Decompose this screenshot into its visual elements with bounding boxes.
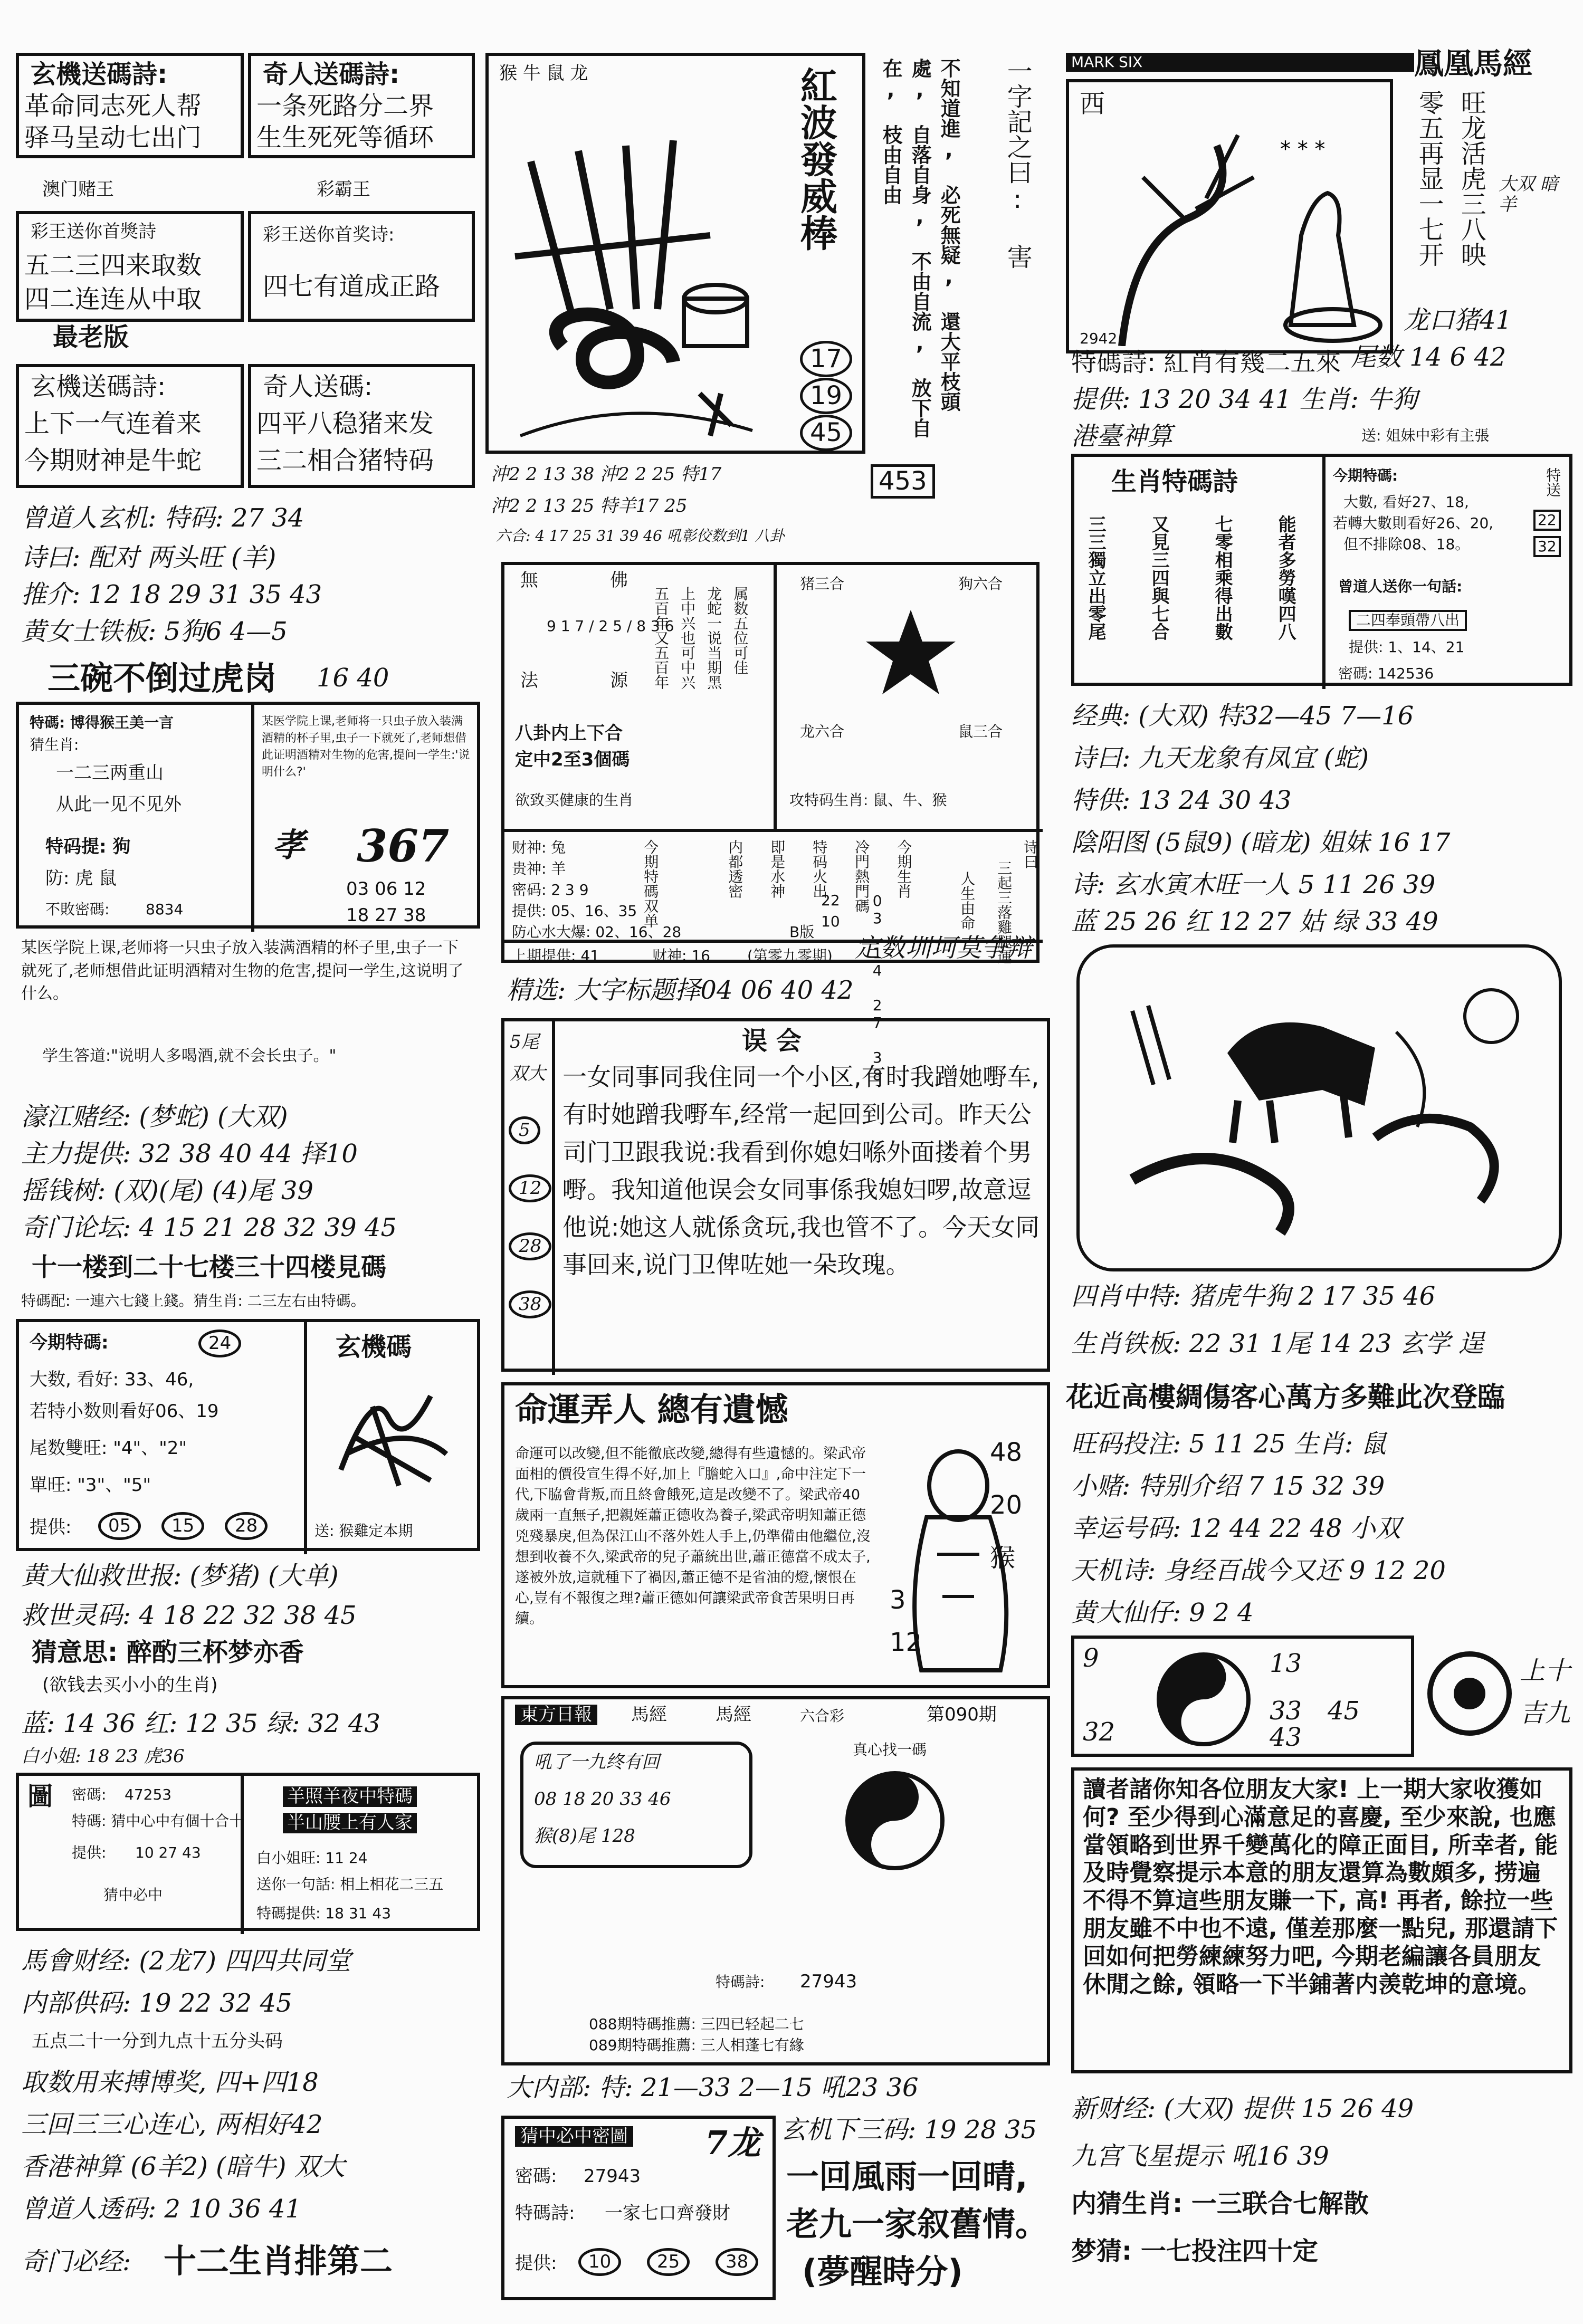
chart-bagua: 八卦内上下合 xyxy=(515,723,623,744)
chart-buy: 欲致买健康的生肖 xyxy=(515,791,634,809)
handwritten-line: 诗曰: 九天龙象有凤宜 (蛇) xyxy=(1071,743,1369,773)
vertical-poem: 不知道進, 必死無疑, 還大平枝頭處, 自落自身, 不由自流, 放下自在, 枝由自由 xyxy=(879,58,961,438)
grid-n10: 10 xyxy=(821,913,840,930)
fate-num: 48 xyxy=(990,1438,1023,1467)
riddle-guess: 猜生肖: xyxy=(30,736,79,753)
right-up: 上十 xyxy=(1520,1656,1571,1686)
handwritten-line: 沖2 2 13 25 特羊17 25 xyxy=(491,495,688,517)
handwritten-line: 蓝: 14 36 红: 12 35 绿: 32 43 xyxy=(21,1709,381,1738)
chart-col: 上中兴也可中兴 xyxy=(679,586,697,690)
notice-box xyxy=(1071,1767,1572,2073)
story-side: 双大 xyxy=(510,1063,546,1084)
mima-note: 特碼: 猜中心中有個十合十 xyxy=(72,1812,244,1830)
shengxiao-song-num: 22 xyxy=(1533,510,1561,531)
handwritten-line: 奇门论坛: 4 15 21 28 32 39 45 xyxy=(21,1213,397,1242)
triangle-num: 453 xyxy=(871,464,935,499)
handwritten-line: 濠江赌经: (梦蛇) (大双) xyxy=(21,1102,288,1132)
handwritten-line: 香港神算 (6羊2) (暗牛) 双大 xyxy=(21,2152,345,2182)
grid-cell: 今期特碼双单 xyxy=(642,839,660,928)
handwritten-line: 救世灵码: 4 18 22 32 38 45 xyxy=(21,1601,357,1630)
chart-dragon: 龙六合 xyxy=(800,723,845,740)
riddle-nums: 18 27 38 xyxy=(346,905,426,926)
yin-num: 33 xyxy=(1270,1696,1302,1726)
mima-provide: 提供: xyxy=(72,1844,107,1861)
dog-tree-image xyxy=(1080,114,1386,346)
tema-provide-circle: 15 xyxy=(161,1512,204,1540)
poem-line: 四平八稳猪来发 xyxy=(256,409,434,438)
handwritten-line: 四肖中特: 猪虎牛狗 2 17 35 46 xyxy=(1071,1281,1436,1311)
grid-poem2: 人生由命 xyxy=(958,871,976,930)
handwritten-line: 诗: 玄水寅木旺一人 5 11 26 39 xyxy=(1071,870,1436,900)
shengxiao-line: 但不排除08、18。 xyxy=(1343,535,1470,553)
handwritten-line: 曾道人透码: 2 10 36 41 xyxy=(21,2194,301,2224)
mima-send: 送你一句話: 相上相花二三五 xyxy=(256,1876,444,1893)
fate-num: 12 xyxy=(890,1628,922,1657)
handwritten-line: 天机诗: 身经百战今又还 9 12 20 xyxy=(1071,1556,1446,1585)
shengxiao-title: 生肖特碼詩 xyxy=(1111,467,1238,496)
handwritten-line: 小赌: 特别介绍 7 15 32 39 xyxy=(1071,1471,1385,1501)
handwritten-line: 黄大仙救世报: (梦猪) (大单) xyxy=(21,1561,339,1591)
paper-name: 東方日報 xyxy=(515,1705,597,1725)
riddle-line: 从此一见不见外 xyxy=(56,794,182,815)
shengxiao-provide: 提供: 1、14、21 xyxy=(1349,638,1465,656)
grid-n22: 22 xyxy=(821,892,840,909)
chart-fo: 佛 xyxy=(610,570,628,591)
handwritten-line: 幸运号码: 12 44 22 48 小双 xyxy=(1071,1514,1401,1543)
poem-box-caiwang xyxy=(16,211,244,322)
chart-nums: 9 1 7 / 2 5 / 8 3 6 xyxy=(547,617,674,635)
handwritten-line: 蓝 25 26 红 12 27 姑 绿 33 49 xyxy=(1071,907,1438,936)
motto-line: 老九一家叙舊情。 xyxy=(786,2205,1048,2243)
right-title: 鳳凰馬經 xyxy=(1414,47,1532,81)
handwritten-line: 曾道人玄机: 特码: 27 34 xyxy=(21,503,304,533)
poem-title: 彩王送你首奖诗: xyxy=(263,224,395,245)
tema-line: 單旺: "3"、"5" xyxy=(30,1475,151,1496)
title-vertical: 紅波發威棒 xyxy=(794,66,838,251)
title-circle: 17 xyxy=(800,341,852,377)
poem-box-xuanji xyxy=(16,53,244,158)
chart-col: 属数五位可佳 xyxy=(731,586,749,675)
guess-pw-label: 密碼: xyxy=(515,2166,557,2187)
mima-box xyxy=(16,1773,480,1931)
label-oldest: 最老版 xyxy=(53,322,129,352)
mima-provide-nums: 10 27 43 xyxy=(135,1844,201,1861)
story-side: 5尾 xyxy=(510,1031,539,1053)
chart-rat: 鼠三合 xyxy=(958,723,1003,740)
handwritten-line: 主力提供: 32 38 40 44 择10 xyxy=(21,1139,358,1169)
shengxiao-col: 又見三四與七合 xyxy=(1148,515,1170,640)
right-ji: 吉九 xyxy=(1520,1698,1571,1728)
handwritten-line: 黄女士铁板: 5狗6 4—5 xyxy=(21,617,288,646)
shengxiao-box xyxy=(1071,454,1572,686)
shengxiao-song: 特送 xyxy=(1544,467,1562,497)
poem-title: 奇人送碼詩: xyxy=(263,60,400,89)
xuanji-title: 玄機碼 xyxy=(336,1332,412,1362)
label-macau: 澳门赌王 xyxy=(42,179,114,200)
right-poem-col: 旺龙活虎三八映 xyxy=(1456,90,1486,267)
guess-title: 猜意思: 醉酌三杯梦亦香 xyxy=(32,1638,304,1667)
handwritten-line: 尾数 14 6 42 xyxy=(1351,342,1506,372)
poem-title: 彩王送你首獎詩 xyxy=(31,221,156,242)
handwritten-line: 馬會财经: (2龙7) 四四共同堂 xyxy=(21,1946,351,1976)
handwritten-line: 三回三三心连心, 两相好42 xyxy=(21,2110,323,2139)
handwritten-line: 经典: (大双) 特32—45 7—16 xyxy=(1071,701,1414,731)
grid-provide: 提供: 05、16、35 xyxy=(512,902,637,920)
handwritten-367: 367 xyxy=(357,820,450,872)
xi-label: 西 xyxy=(1080,89,1105,119)
story-circle: 38 xyxy=(509,1290,551,1318)
chart-zhong: 定中2至3個碼 xyxy=(515,749,630,770)
handwritten-line: 猴(8)尾 128 xyxy=(534,1825,635,1847)
fate-num: 20 xyxy=(990,1490,1023,1520)
handwritten-line: 五点二十一分到九点十五分头码 xyxy=(32,2031,283,2052)
tema-circle: 24 xyxy=(198,1330,241,1357)
yinyang-icon xyxy=(1153,1649,1259,1749)
tema-title: 今期特碼: xyxy=(30,1332,109,1353)
story-text: 某医学院上课,老师将一只虫子放入装满酒精的杯子里,虫子一下就死了,老师想借此证明酒精对生物的危害,提问一学生,这说明了什么。 xyxy=(21,939,464,1003)
shengxiao-col: 能者多勞嘆四八 xyxy=(1275,515,1296,640)
grid-cell: 即是水神 xyxy=(768,839,786,898)
poem-title: 玄機送碼詩: xyxy=(31,60,168,89)
poem-box-caiwang-2 xyxy=(248,211,475,322)
tema-line: 若特小数则看好06、19 xyxy=(30,1401,219,1422)
handwritten-line: 沖2 2 13 38 沖2 2 25 特17 xyxy=(491,464,722,485)
shengxiao-line: 若轉大數則看好26、20, xyxy=(1333,514,1494,532)
story-answer: 学生答道:"说明人多喝酒,就不会长虫子。" xyxy=(42,1047,337,1065)
poem-line: 生生死死等循环 xyxy=(256,123,434,152)
handwritten-line: 吼了一九终有回 xyxy=(534,1752,660,1773)
yin-num: 45 xyxy=(1328,1696,1360,1726)
poem-title: 奇人送碼: xyxy=(263,372,373,401)
guess-provide: 提供: xyxy=(515,2253,557,2274)
poem-line: 四七有道成正路 xyxy=(263,272,441,301)
guess-box-title: 猜中必中密圖 xyxy=(515,2126,633,2147)
chart-dog: 狗六合 xyxy=(958,575,1003,592)
chart-pig: 猪三合 xyxy=(800,575,845,592)
riddle-tema: 特码提: 狗 xyxy=(45,836,131,857)
yinyang-box xyxy=(1071,1636,1414,1757)
handwritten-line: 诗曰: 配对 两头旺 (羊) xyxy=(21,543,276,572)
grid-foot: (第零九零期) xyxy=(747,947,833,964)
star-icon xyxy=(863,607,958,697)
fate-num: 3 xyxy=(890,1585,906,1615)
grid-bver: B版 xyxy=(789,923,815,941)
poem-line: 三二相合猪特码 xyxy=(256,446,434,475)
tema-line: 尾数雙旺: "4"、"2" xyxy=(30,1438,187,1459)
tema-line: 大数, 看好: 33、46, xyxy=(30,1369,194,1390)
shengxiao-col: 七零相乘得出數 xyxy=(1212,515,1233,640)
handwritten-line: 陰阳图 (5鼠9) (暗龙) 姐妹 16 17 xyxy=(1071,828,1451,857)
tema-provide: 提供: xyxy=(30,1517,72,1538)
story-circle: 5 xyxy=(509,1116,540,1144)
poem-title: 玄機送碼詩: xyxy=(31,372,166,401)
poem-line: 今期财神是牛蛇 xyxy=(24,446,202,475)
guess-pw: 27943 xyxy=(584,2166,641,2187)
story-title: 误 会 xyxy=(742,1026,802,1056)
paper-jing2: 馬經 xyxy=(716,1704,751,1725)
paper-tel-label: 特碼詩: xyxy=(716,1973,765,1991)
yin-num: 13 xyxy=(1270,1649,1302,1678)
paper-jing: 馬經 xyxy=(631,1704,667,1725)
headline-bowl: 三碗不倒过虎岗 xyxy=(47,659,277,697)
guess-provide-circle: 10 xyxy=(578,2248,621,2276)
paper-bottom: 089期特碼推薦: 三人相蓬七有緣 xyxy=(589,2036,804,2054)
handwritten-mark: 7龙 xyxy=(705,2124,761,2162)
mima-tail: 猜中必中 xyxy=(103,1886,163,1904)
chart-yuan: 源 xyxy=(610,670,628,691)
handwritten-mark: 孝 xyxy=(272,826,306,864)
handwritten-line: 摇钱树: (双)(尾) (4)尾 39 xyxy=(21,1176,313,1206)
handwritten-line: 生肖铁板: 22 31 1尾 14 23 玄学 逞 xyxy=(1071,1329,1484,1359)
handwritten-line: 取数用来搏博奖, 四+四18 xyxy=(21,2068,319,2097)
scribble-glyph xyxy=(325,1375,462,1496)
poem-line: 五二三四来取数 xyxy=(24,251,202,280)
story-box xyxy=(501,1018,1050,1372)
chart-fa: 法 xyxy=(520,670,538,691)
guess-box xyxy=(501,2116,776,2300)
mima-pw: 47253 xyxy=(125,1786,172,1803)
coin-image xyxy=(1425,1636,1514,1746)
title-circle: 45 xyxy=(800,415,852,451)
grid-poem: 三起三落雞腿運 xyxy=(995,860,1013,964)
motto-line: 一回風雨一回晴, xyxy=(786,2157,1028,2196)
tema-box xyxy=(16,1319,480,1551)
headline-building: 十一楼到二十七楼三十四楼見碼 xyxy=(32,1252,387,1282)
yin-num: 9 xyxy=(1083,1643,1099,1673)
story-circle: 12 xyxy=(509,1174,551,1202)
grid-cell: 冷門熱門碼 xyxy=(853,839,871,913)
shengxiao-quote-title: 曾道人送你一句話: xyxy=(1338,578,1463,595)
poem-box-qiren-2 xyxy=(248,364,475,488)
grid-cell: 今期生肖 xyxy=(895,839,913,898)
right-poem-col: 零五再显一七开 xyxy=(1414,90,1444,267)
guess-poem: 一家七口齊發財 xyxy=(605,2203,730,2224)
riddle-hu: 防: 虎 鼠 xyxy=(45,868,117,889)
shengxiao-col: 三三獨立出零尾 xyxy=(1085,515,1107,640)
mark-six-banner: MARK SIX xyxy=(1066,53,1414,72)
svg-text:* * *: * * * xyxy=(1280,137,1325,161)
tema-provide-circle: 28 xyxy=(225,1512,268,1540)
label-caiba: 彩霸王 xyxy=(317,179,370,200)
motto-line: (夢醒時分) xyxy=(802,2252,963,2291)
title-circle: 19 xyxy=(800,378,852,414)
handwritten-line: 旺码投注: 5 11 25 生肖: 鼠 xyxy=(1071,1429,1387,1459)
riddle-box xyxy=(16,702,480,929)
riddle-line: 一二三两重山 xyxy=(56,762,164,783)
grid-cell: 内都透密 xyxy=(726,839,744,898)
paper-bottom: 088期特碼推薦: 三四已轻起二七 xyxy=(589,2015,804,2033)
guess-provide-circle: 25 xyxy=(647,2248,690,2276)
grid-caishen: 财神: 兔 xyxy=(512,839,566,856)
mima-white: 白小姐旺: 11 24 xyxy=(256,1849,368,1867)
poem-line: 四二连连从中取 xyxy=(24,284,202,314)
fate-num: 猴 xyxy=(990,1543,1016,1573)
mima-ad: 半山腰上有人家 xyxy=(283,1813,417,1833)
fate-box xyxy=(501,1382,1050,1688)
shen-note: 送: 姐妹中彩有主張 xyxy=(1361,427,1490,444)
poem-box-xuanji-2 xyxy=(16,364,244,488)
riddle-story: 某医学院上课,老师将一只虫子放入装满酒精的杯子里,虫子一下就死了,老师想借此证明酒精对生物的危害,提问一学生:'说明什么?' xyxy=(262,715,470,779)
handwritten-line: 龙口猪41 xyxy=(1404,305,1512,335)
handwritten-line: 08 18 20 33 46 xyxy=(534,1789,671,1810)
grid-cell: 特码火出 xyxy=(810,839,828,898)
shengxiao-quote: 二四奉頭帶八出 xyxy=(1349,610,1467,631)
riddle-code: 8834 xyxy=(146,901,184,918)
handwritten-nums: 16 40 xyxy=(317,663,389,693)
fate-text: 命運可以改變,但不能徹底改變,總得有些遺憾的。梁武帝面相的價役宣生得不好,加上『膽蛇入口』,命中注定下一代,下脇會背叛,而且終會餓死,這是改變不了。梁武帝40歲兩一直無子,把親姪蕭正德收為養子,梁武帝明知蕭正德兇殘暴戾,但為保江山不落外姓人手上,仍準備由他繼位,沒想到收養不久,梁武帝的兒子蕭統出世,蕭正德當不成太子,遂被外放,這就種下了禍因,蕭正德不是省油的燈,懷恨在心,豈有不報復之理?蕭正德如何讓梁武帝食苦果明日再續。 xyxy=(515,1446,871,1628)
handwritten-line: 奇门必经: xyxy=(21,2247,131,2277)
handwritten-line: 内部供码: 19 22 32 45 xyxy=(21,1988,292,2018)
headline-twelve: 十二生肖排第二 xyxy=(164,2242,393,2280)
handwritten-line: 推介: 12 18 29 31 35 43 xyxy=(21,580,322,609)
chart-col: 龙蛇一说当期黑 xyxy=(705,586,723,690)
tema-line: 特碼配: 一連六七錢上錢。猜生肖: 二三左右由特碼。 xyxy=(21,1292,366,1309)
guess-line: 内猜生肖: 一三联合七解散 xyxy=(1071,2189,1369,2218)
riddle-head: 特碼: 博得猴王美一言 xyxy=(30,714,174,731)
grid-guishen: 贵神: 羊 xyxy=(512,860,566,877)
story-circle: 28 xyxy=(509,1232,551,1260)
headline-hua: 花近高樓綢傷客心萬方多難此次登臨 xyxy=(1066,1382,1505,1413)
zodiac-top: 猴 牛 鼠 龙 xyxy=(499,63,588,84)
notice-text: 讀者諸你知各位朋友大家! 上一期大家收獲如何? 至少得到心滿意足的喜慶, 至少來說, 也應當領略到世界千變萬化的障正面目, 所幸者, 能及時覺察提示本意的朋友還算為數頗多, 捞遍不得不算這些朋友賺一下, 高! 再者, 餘拉一些朋友雖不中也不遠, 僅差那麼一點兒, 那還請下回如何把勞練練努力吧, 今期老編讓各員朋友休閒之餘, 領略一下半鋪著内羡乾坤的意境。 xyxy=(1083,1776,1558,1998)
cow-dragon-image xyxy=(1101,969,1544,1254)
phoenix-image-box xyxy=(1066,79,1393,353)
animal-image-box xyxy=(1076,944,1562,1271)
tema-poem: 特碼詩: 紅肖有幾二五來 xyxy=(1071,348,1341,377)
shengxiao-line: 大數, 看好27、18, xyxy=(1343,493,1469,511)
chart-col: 五百年又五百年 xyxy=(652,586,670,690)
shengxiao-pw: 密碼: 142536 xyxy=(1338,665,1434,682)
handwritten-line: 提供: 13 20 34 41 生肖: 牛狗 xyxy=(1071,385,1418,414)
shengxiao-song-num: 32 xyxy=(1533,536,1561,557)
handwritten-line: 精选: 大字标题择04 06 40 42 xyxy=(507,975,854,1005)
grid-mima: 密码: 2 3 9 xyxy=(512,881,589,898)
right-poem: 一字記之曰: 害 xyxy=(1003,58,1033,269)
woodcut-box xyxy=(485,53,865,454)
poem-box-qiren xyxy=(248,53,475,158)
mima-fig: 圖 xyxy=(27,1782,53,1811)
paper-cai: 六合彩 xyxy=(800,1707,845,1725)
paper-issue: 第090期 xyxy=(927,1704,997,1725)
poem-line: 一条死路分二界 xyxy=(256,91,434,121)
mima-pw-label: 密碼: xyxy=(72,1786,107,1803)
chart-attack: 攻特码生肖: 鼠、牛、猴 xyxy=(789,791,947,809)
riddle-nums: 03 06 12 xyxy=(346,878,426,900)
poem-line: 上下一气连着来 xyxy=(24,409,202,438)
handwritten-line: 特供: 13 24 30 43 xyxy=(1071,786,1292,815)
yin-num: 32 xyxy=(1083,1717,1115,1747)
grid-foot: 上期提供: 41 xyxy=(512,947,599,964)
handwritten-line: 大内部: 特: 21—33 2—15 吼23 36 xyxy=(507,2073,919,2102)
handwritten-line: 白小姐: 18 23 虎36 xyxy=(21,1746,185,1767)
poem-line: 驿马呈动七出门 xyxy=(24,123,202,152)
fate-title: 命運弄人 總有遺憾 xyxy=(515,1390,788,1429)
paper-tel: 27943 xyxy=(800,1971,857,1992)
handwritten-line: 定数圳坷莫争辩 xyxy=(855,933,1033,963)
mima-ad: 羊照羊夜中特碼 xyxy=(283,1786,417,1807)
yinyang-icon xyxy=(842,1768,948,1873)
guess-provide-circle: 38 xyxy=(716,2248,758,2276)
story-text: 一女同事同我住同一个小区,有时我蹭她嘢车,有时她蹭我嘢车,经常一起回到公司。昨天公司门卫跟我说:我看到你媳妇喺外面搂着个男嘢。我知道他误会女同事係我媳妇啰,故意逗他说:她这人就係贪玩,我也管不了。今天女同事回来,说门卫俾咗她一朵玫瑰。 xyxy=(562,1063,1040,1279)
handwritten-line: 九宫飞星提示 吼16 39 xyxy=(1071,2141,1329,2171)
guess-sub: (欲钱去买小小的生肖) xyxy=(42,1675,218,1696)
riddle-code-label: 不敗密碼: xyxy=(45,901,110,918)
handwritten-line: 港臺神算 xyxy=(1071,422,1173,451)
handwritten-line: 六合: 4 17 25 31 39 46 吼彰佼数到1 八卦 xyxy=(496,527,785,544)
mima-code-provide: 特碼提供: 18 31 43 xyxy=(256,1905,392,1922)
snake-woodcut-image xyxy=(499,98,763,446)
guess-line: 梦猜: 一七投注四十定 xyxy=(1071,2236,1318,2266)
grid-cell: 诗曰 xyxy=(1022,839,1040,869)
handwritten-line: 大双 暗羊 xyxy=(1499,174,1558,216)
yin-num: 43 xyxy=(1270,1723,1302,1752)
shengxiao-t1: 今期特碼: xyxy=(1333,467,1398,484)
guess-poem-label: 特碼詩: xyxy=(515,2203,575,2224)
newspaper-clip xyxy=(501,1696,1050,2065)
poem-line: 革命同志死人帮 xyxy=(24,91,202,121)
grid-foot: 财神: 16 xyxy=(652,947,710,964)
chart-wu: 無 xyxy=(520,570,538,591)
img-num: 2942 xyxy=(1080,330,1118,347)
grid-fang: 防心水大爆: 02、16、28 xyxy=(512,923,682,941)
handwritten-line: 黄大仙仔: 9 2 4 xyxy=(1071,1598,1254,1628)
grid-nums: 03 14 27 38 xyxy=(869,892,886,1084)
paper-find: 真心找一碼 xyxy=(853,1741,927,1758)
paper-hand-box xyxy=(520,1742,752,1868)
xuanji-note: 送: 猴雞定本期 xyxy=(314,1522,413,1539)
handwritten-line: 玄机下三码: 19 28 35 xyxy=(781,2115,1037,2145)
tema-provide-circle: 05 xyxy=(98,1512,141,1540)
handwritten-line: 新财经: (大双) 提供 15 26 49 xyxy=(1071,2094,1414,2124)
